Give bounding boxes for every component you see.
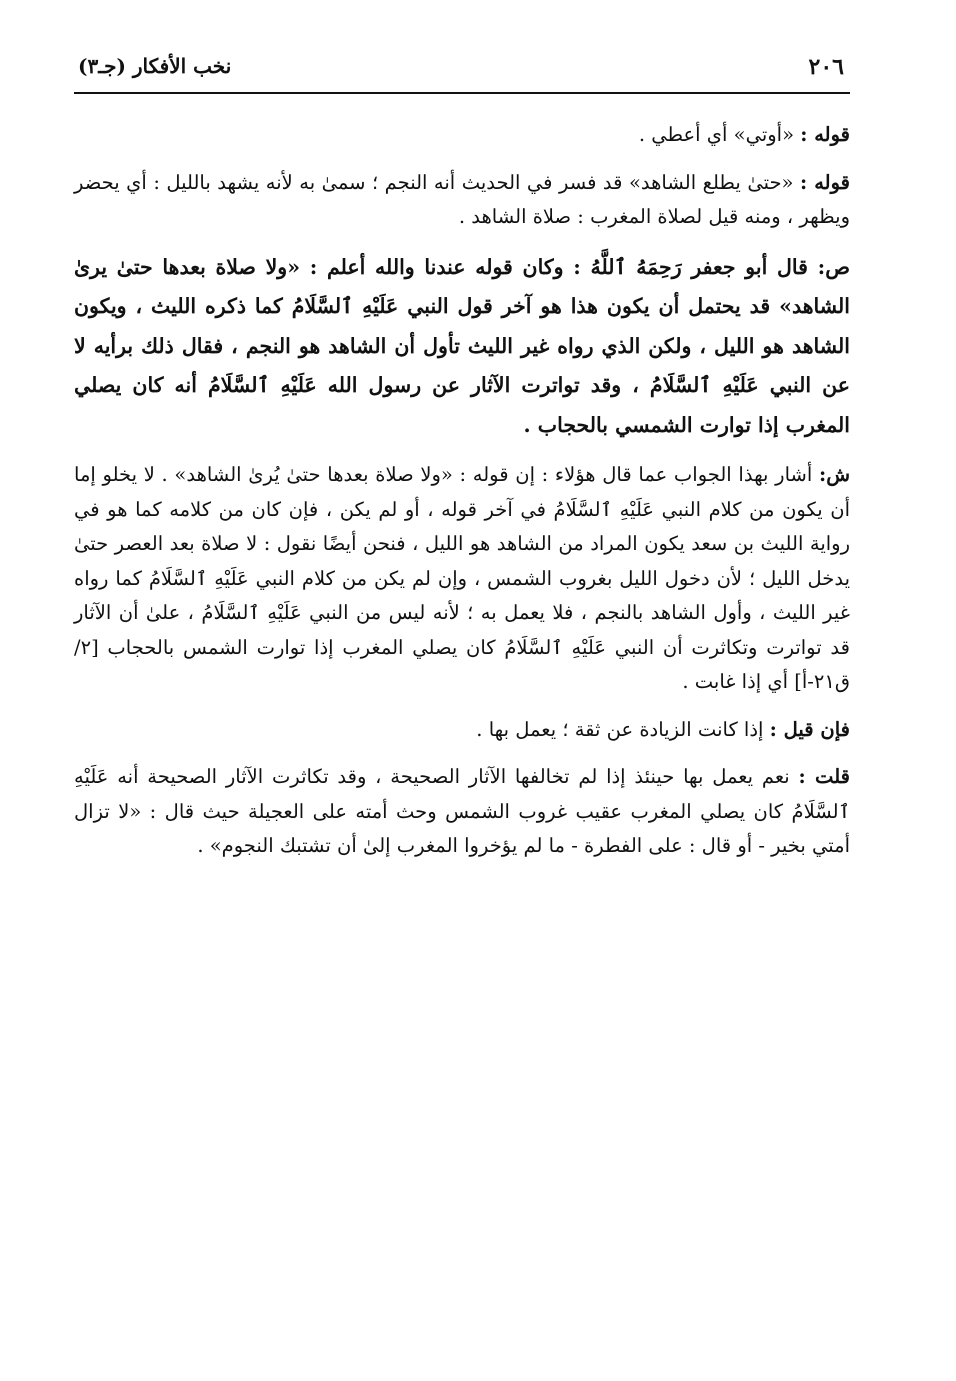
paragraph-text: نعم يعمل بها حينئذ إذا لم تخالفها الآثار الصحيحة ، وقد تكاثرت الآثار الصحيحة أنه عَلَيْهِ ٱلسَّلَامُ كان يصلي المغرب عقيب غروب الشمس وحث أمته على العجيلة حيث قال : «لا تزال أمتي بخير - أو قال : على الفطرة - ما لم يؤخروا المغرب إلىٰ أن تشتبك النجوم» . bbox=[74, 765, 850, 857]
header-divider bbox=[74, 92, 850, 94]
paragraph-text: إذا كانت الزيادة عن ثقة ؛ يعمل بها . bbox=[476, 717, 764, 741]
paragraph-awti bbox=[74, 118, 850, 153]
paragraph-lead: قلت : bbox=[798, 765, 850, 788]
page-number: ٢٠٦ bbox=[808, 54, 844, 80]
page-bottom-margin bbox=[0, 1281, 956, 1381]
paragraph-sad-text bbox=[74, 248, 850, 446]
paragraph-objection bbox=[74, 713, 850, 748]
paragraph-text: قال أبو جعفر رَحِمَهُ ٱللَّهُ : وكان قوله عندنا والله أعلم : «ولا صلاة بعدها حتىٰ يرىٰ الشاهد» قد يحتمل أن يكون هذا هو آخر قول النبي عَلَيْهِ ٱلسَّلَامُ كما ذكره الليث ، ويكون الشاهد هو الليل ، ولكن الذي رواه غير الليث تأول أن الشاهد هو النجم ، فقال ذلك برأيه لا عن النبي عَلَيْهِ ٱلسَّلَامُ ، وقد تواترت الآثار عن رسول الله عَلَيْهِ ٱلسَّلَامُ أنه كان يصلي المغرب إذا توارت الشمسي بالحجاب . bbox=[74, 254, 850, 437]
paragraph-reply bbox=[74, 760, 850, 864]
paragraph-lead: ش: bbox=[819, 463, 851, 486]
page-body bbox=[74, 118, 850, 877]
paragraph-lead: قوله : bbox=[800, 123, 850, 146]
paragraph-text: أشار بهذا الجواب عما قال هؤلاء : إن قوله : «ولا صلاة بعدها حتىٰ يُرىٰ الشاهد» . لا يخلو إما أن يكون من كلام النبي عَلَيْهِ ٱلسَّلَامُ في آخر قوله ، أو لم يكن ، فإن كان من كلامه كما هو في رواية الليث بن سعد يكون المراد من الشاهد هو الليل ، فنحن أيضًا نقول : لا صلاة بعد العصر حتىٰ يدخل الليل ؛ لأن دخول الليل بغروب الشمس ، وإن لم يكن من كلام النبي عَلَيْهِ ٱلسَّلَامُ كما رواه غير الليث ، وأول الشاهد بالنجم ، فلا يعمل به ؛ لأنه ليس من النبي عَلَيْهِ ٱلسَّلَامُ ، علىٰ أن الآثار قد تواترت وتكاثرت أن النبي عَلَيْهِ ٱلسَّلَامُ كان يصلي المغرب إذا توارت الشمس بالحجاب [٢/ ق٢١-أ] أي إذا غابت . bbox=[74, 463, 850, 693]
running-title: نخب الأفكار (جـ٣) bbox=[78, 54, 232, 78]
paragraph-shahid-definition bbox=[74, 166, 850, 235]
paragraph-lead: ص: bbox=[817, 254, 850, 279]
page-header bbox=[74, 52, 850, 86]
paragraph-text: «أوتي» أي أعطي . bbox=[638, 123, 795, 146]
paragraph-lead: فإن قيل : bbox=[769, 717, 850, 741]
paragraph-text: «حتىٰ يطلع الشاهد» قد فسر في الحديث أنه النجم ؛ سمىٰ به لأنه يشهد بالليل : أي يحضر ويظهر ، ومنه قيل لصلاة المغرب : صلاة الشاهد . bbox=[74, 170, 850, 228]
paragraph-lead: قوله : bbox=[799, 170, 850, 194]
paragraph-shin-commentary bbox=[74, 458, 850, 700]
